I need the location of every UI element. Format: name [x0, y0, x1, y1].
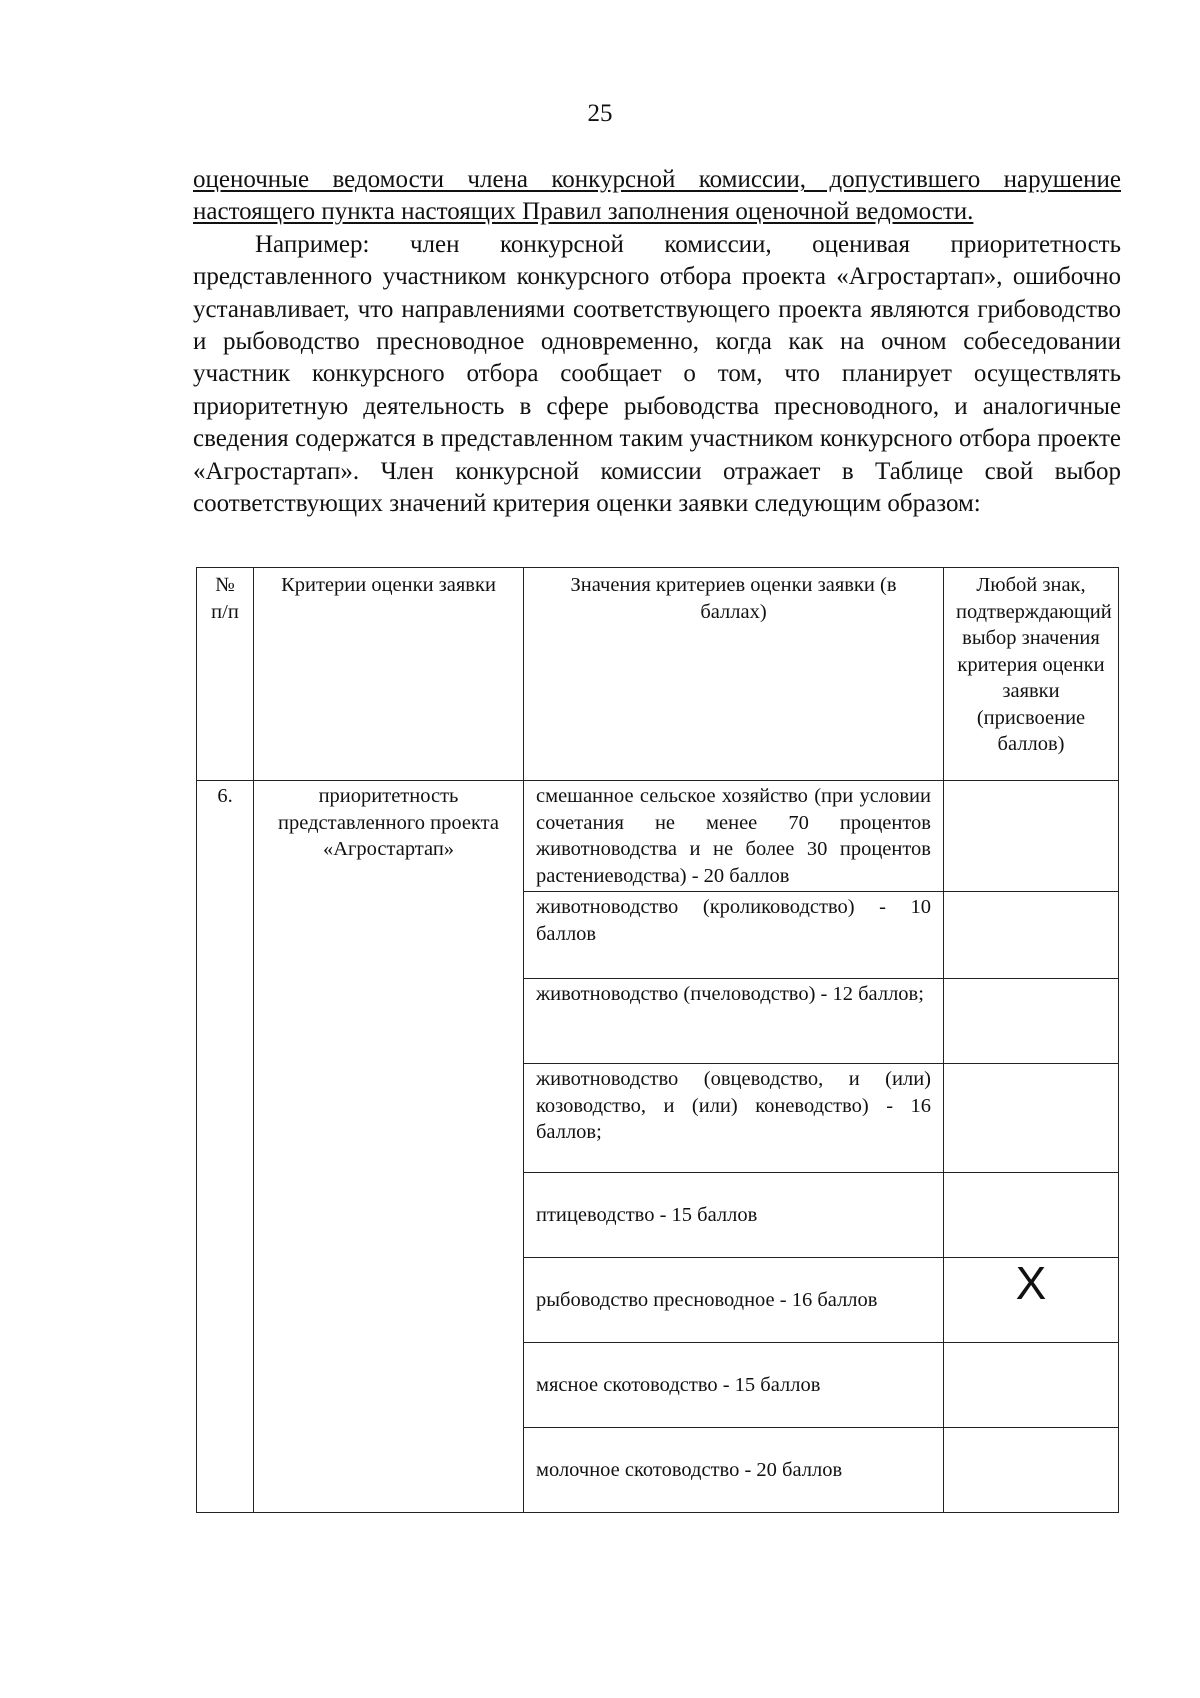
table-header-row [197, 568, 1119, 781]
header-number: № п/п [197, 568, 254, 781]
option-mark-cell[interactable] [944, 1428, 1119, 1513]
table-row [197, 781, 1119, 892]
lead-paragraph: оценочные ведомости члена конкурсной комиссии, допустившего нарушение настоящего пункта настоящих Правил заполнения оценочной ведомости. [193, 166, 1121, 226]
option-text: рыбоводство пресноводное - 16 баллов [524, 1258, 944, 1343]
option-mark-cell[interactable] [944, 1064, 1119, 1173]
option-text: смешанное сельское хозяйство (при условии сочетания не менее 70 процентов животноводства и не более 30 процентов растениеводства) - 20 баллов [524, 781, 944, 892]
option-text: животноводство (овцеводство, и (или) козоводство, и (или) коневодство) - 16 баллов; [524, 1064, 944, 1173]
header-criteria: Критерии оценки заявки [254, 568, 524, 781]
option-mark-cell[interactable] [944, 1343, 1119, 1428]
option-mark-cell[interactable] [944, 979, 1119, 1064]
option-mark-cell[interactable] [944, 781, 1119, 892]
header-mark: Любой знак, подтверждающий выбор значения критерия оценки заявки (присвоение баллов) [944, 568, 1119, 781]
option-text: молочное скотоводство - 20 баллов [524, 1428, 944, 1513]
option-text: мясное скотоводство - 15 баллов [524, 1343, 944, 1428]
criteria-table [196, 567, 1119, 1513]
header-values: Значения критериев оценки заявки (в баллах) [524, 568, 944, 781]
intro-text [193, 164, 1121, 520]
option-text: животноводство (пчеловодство) - 12 баллов; [524, 979, 944, 1064]
row-number: 6. [197, 781, 254, 1513]
example-paragraph: Например: член конкурсной комиссии, оценивая приоритетность представленного участником конкурсного отбора проекта «Агростартап», ошибочно устанавливает, что направлениями соответствующего проекта являются грибоводство и рыбоводство пресноводное одновременно, когда как на очном собеседовании участник конкурсного отбора сообщает о том, что планирует осуществлять приоритетную деятельность в сфере рыбоводства пресноводного, и аналогичные сведения содержатся в представленном таким участником конкурсного отбора проекте «Агростартап». Член конкурсной комиссии отражает в Таблице свой выбор соответствующих значений критерия оценки заявки следующим образом: [193, 230, 1121, 518]
selected-mark[interactable]: X [944, 1258, 1119, 1343]
option-mark-cell[interactable] [944, 1173, 1119, 1258]
option-mark-cell[interactable] [944, 892, 1119, 979]
option-text: птицеводство - 15 баллов [524, 1173, 944, 1258]
option-text: животноводство (кролиководство) - 10 баллов [524, 892, 944, 979]
page-number: 25 [587, 100, 613, 127]
criterion-name: приоритетность представленного проекта «Агростартап» [254, 781, 524, 1513]
